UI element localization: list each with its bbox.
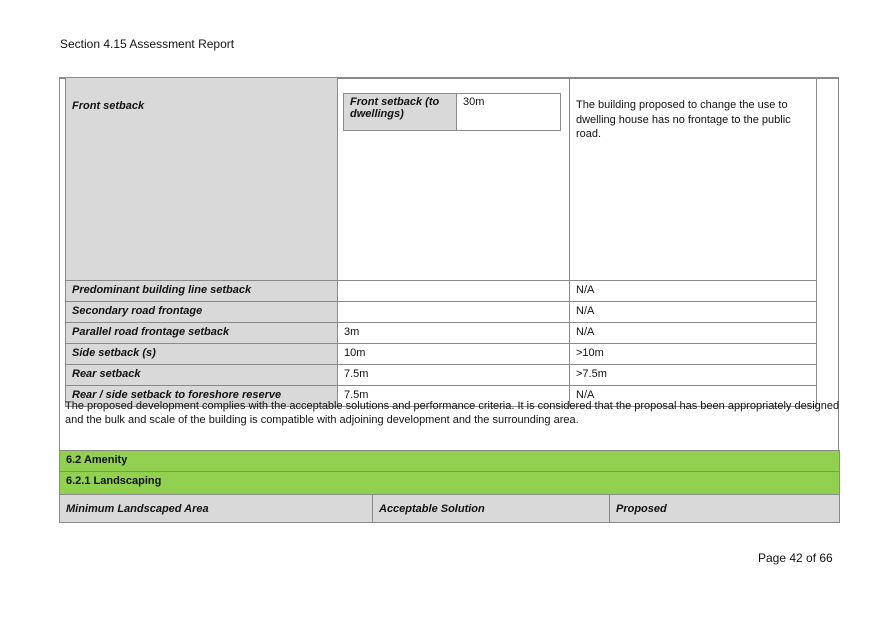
table-row	[66, 344, 817, 365]
table-row	[66, 302, 817, 323]
setback-table	[65, 77, 817, 407]
proposed-cell: >10m	[570, 344, 817, 365]
table-row-front-setback	[66, 78, 817, 281]
row-label: Rear / side setback to foreshore reserve	[66, 386, 338, 407]
row-label: Secondary road frontage	[66, 302, 338, 323]
row-label: Front setback	[66, 78, 338, 281]
table-row	[66, 323, 817, 344]
header-acceptable-solution: Acceptable Solution	[373, 495, 610, 522]
proposed-cell: >7.5m	[570, 365, 817, 386]
row-label: Parallel road frontage setback	[66, 323, 338, 344]
section-heading-landscaping: 6.2.1 Landscaping	[59, 471, 840, 495]
nested-label: Front setback (to dwellings)	[344, 94, 457, 131]
nested-row	[344, 94, 561, 131]
acceptable-cell	[338, 78, 570, 281]
proposed-cell: N/A	[570, 302, 817, 323]
acceptable-cell: 10m	[338, 344, 570, 365]
acceptable-cell: 3m	[338, 323, 570, 344]
document-header: Section 4.15 Assessment Report	[60, 37, 235, 51]
proposed-cell: N/A	[570, 323, 817, 344]
row-label: Rear setback	[66, 365, 338, 386]
page-number: Page 42 of 66	[758, 551, 833, 565]
nested-value: 30m	[457, 94, 561, 131]
table-row	[66, 281, 817, 302]
acceptable-cell: 7.5m	[338, 386, 570, 407]
conclusion-paragraph: The proposed development complies with the acceptable solutions and performance criteria. It is considered that the proposal has been appropriately designed and the bulk and scale of the building is compatible with adjoining development and the surrounding area.	[65, 400, 840, 426]
acceptable-cell: 7.5m	[338, 365, 570, 386]
landscape-header-row	[59, 494, 840, 523]
acceptable-cell	[338, 281, 570, 302]
section-heading-amenity: 6.2 Amenity	[59, 450, 840, 472]
header-proposed: Proposed	[616, 503, 667, 515]
proposed-cell: N/A	[570, 281, 817, 302]
acceptable-cell	[338, 302, 570, 323]
row-label: Side setback (s)	[66, 344, 338, 365]
table-row	[66, 365, 817, 386]
proposed-cell: N/A	[570, 386, 817, 407]
header-minimum-landscaped-area: Minimum Landscaped Area	[60, 495, 373, 522]
proposed-cell: The building proposed to change the use to dwelling house has no frontage to the public road.	[570, 78, 817, 281]
nested-front-setback-table	[343, 93, 561, 131]
row-label: Predominant building line setback	[66, 281, 338, 302]
